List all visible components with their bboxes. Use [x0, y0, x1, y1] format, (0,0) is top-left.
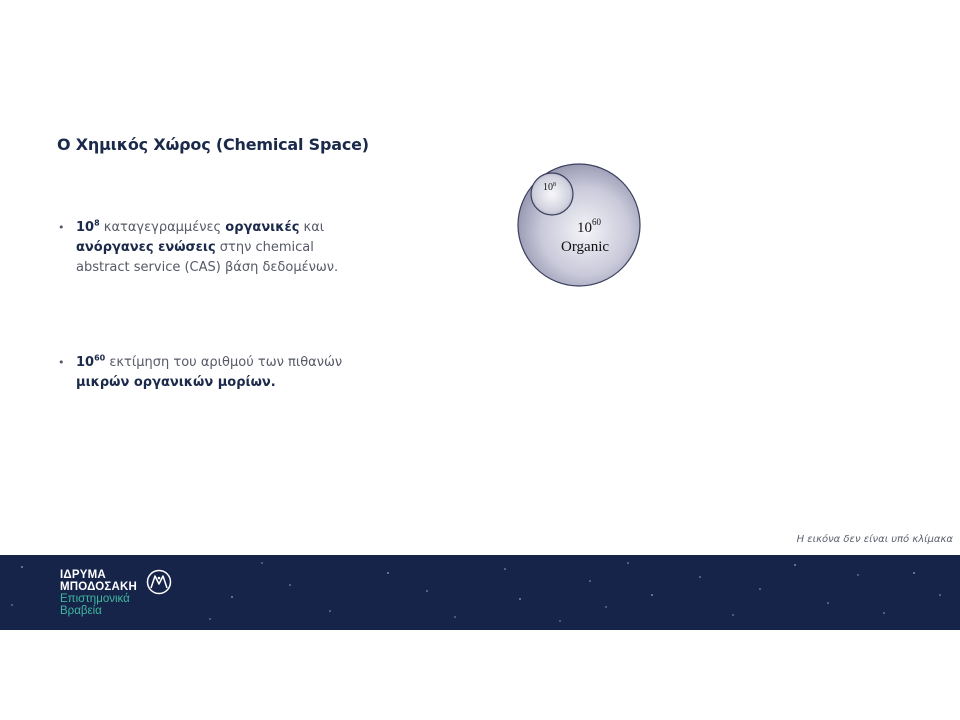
- outer-circle-exponent: $10^{60}$: [577, 217, 601, 236]
- foundation-logo[interactable]: [60, 569, 200, 619]
- bullet2-number: $10^{60}$: [76, 353, 106, 370]
- bullet1-text-1: καταγεγραμμένες: [99, 220, 226, 235]
- bullet1-text-3: στην chemical abstract service (CAS) βάση δεδομένων.: [76, 240, 339, 275]
- bullet1-text-2: και: [299, 220, 325, 235]
- bullet1-bold-organic: οργανικές: [225, 220, 300, 235]
- logo-subtitle: Επιστημονικά Βραβεία: [60, 593, 130, 617]
- bullet-item-cas: [58, 218, 358, 278]
- bullet2-bold-molecules: μικρών οργανικών μορίων.: [76, 375, 276, 390]
- bullet-dot: •: [58, 221, 65, 234]
- bullet2-text-1: εκτίμηση του αριθμού των πιθανών: [105, 355, 343, 370]
- bullet-list: [58, 218, 358, 393]
- scale-caption: Η εικόνα δεν είναι υπό κλίμακα: [796, 534, 953, 545]
- outer-circle-label: Organic: [561, 239, 610, 255]
- inorganic-circle: [531, 173, 573, 215]
- chemical-space-diagram: [510, 158, 650, 293]
- bullet1-bold-compounds: ανόργανες ενώσεις: [76, 240, 216, 255]
- mountain-circle-logo-icon: [146, 569, 172, 595]
- inner-circle-label: $10^8$: [543, 182, 556, 193]
- footer-banner: [0, 555, 960, 630]
- bullet-item-estimate: [58, 353, 358, 393]
- bullet-dot: •: [58, 356, 65, 369]
- bullet1-number: $10^8$: [76, 218, 100, 235]
- slide-title: Ο Χημικός Χώρος (Chemical Space): [57, 135, 369, 154]
- logo-name: ΙΔΡΥΜΑ ΜΠΟΔΟΣΑΚΗ: [60, 569, 138, 593]
